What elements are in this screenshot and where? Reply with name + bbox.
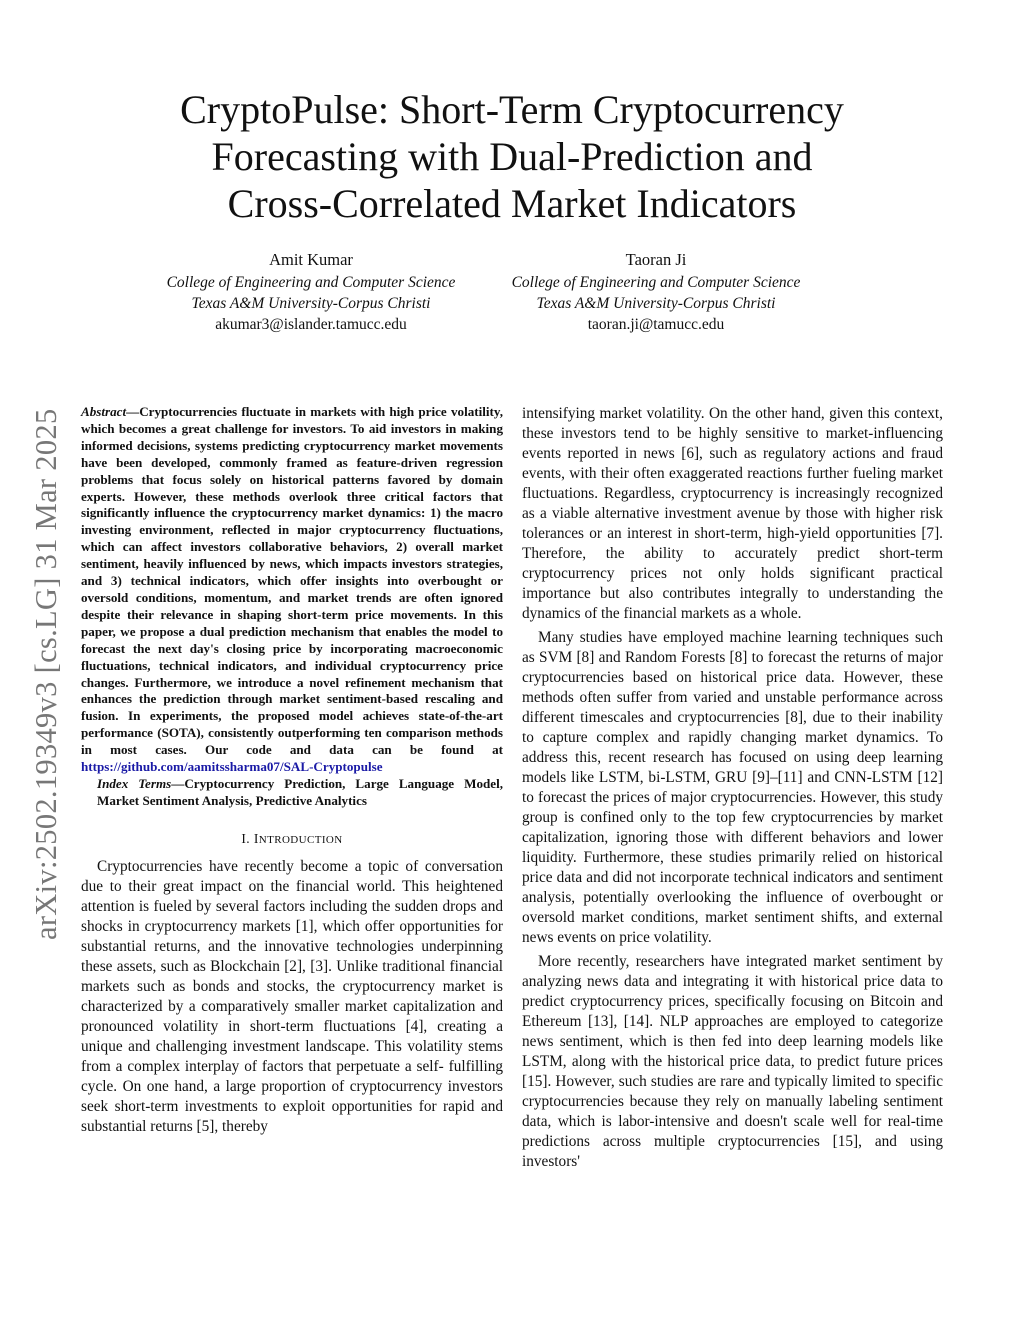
code-repository-link[interactable]: https://github.com/aamitssharma07/SAL-Cryptopulse xyxy=(81,759,383,775)
author-email: akumar3@islander.tamucc.edu xyxy=(215,316,407,333)
title-line: Cross-Correlated Market Indicators xyxy=(227,181,797,226)
body-paragraph: Many studies have employed machine learning techniques such as SVM [8] and Random Forests [8] to forecast the returns of major cryptocurrencies based on historical price data. However, these methods often suffer from varied and unstable performance across different timescales and cryptocurrencies [8], due to their inability to capture complex and rapidly changing market dynamics. To address this, recent research has focused on using deep learning models like LSTM, bi-LSTM, GRU [9]–[11] and CNN-LSTM [12] to forecast the prices of major cryptocurrencies. However, this study group is confined only to the top few cryptocurrencies by market capitalization, ignoring those with different behaviors and lower liquidity. Furthermore, these studies primarily relied on historical price data and did not incorporate technical indicators and sentiment analysis, potentially overlooking the influence of overbought or oversold market conditions, market sentiment shifts, and external news events on price volatility. xyxy=(522,629,943,946)
author-affiliation-univ: Texas A&M University-Corpus Christi xyxy=(536,295,776,312)
author-block-1 xyxy=(131,249,491,335)
title-line: Forecasting with Dual-Prediction and xyxy=(211,134,813,179)
index-terms-text: —Cryptocurrency Prediction, Large Language Model, Market Sentiment Analysis, Predictive Analytics xyxy=(97,775,503,808)
author-name: Taoran Ji xyxy=(625,250,687,269)
author-block-2 xyxy=(476,249,836,335)
index-terms-label: Index Terms xyxy=(97,775,172,791)
abstract-text: —Cryptocurrencies fluctuate in markets with high price volatility, which becomes a great challenge for investors. To aid investors in making informed decisions, systems predicting cryptocurrency market movements have been developed, commonly framed as feature-driven regression problems that focus solely on historical patterns favored by domain experts. However, these methods overlook three critical factors that significantly influence the cryptocurrency market dynamics: 1) the macro investing environment, reflected in major cryptocurrency fluctuations, which can affect investors collaborative behaviors, 2) overall market sentiment, heavily influenced by news, which impacts investors strategies, and 3) technical indicators, which offer insights into overbought or oversold conditions, momentum, and market trends are often ignored despite their relevance in shaping short-term price movements. In this paper, we propose a dual prediction mechanism that enables the model to forecast the next day's closing price by incorporating macroeconomic fluctuations, technical indicators, and individual cryptocurrency price changes. Furthermore, we introduce a novel refinement mechanism that enhances the prediction through market sentiment-based rescaling and fusion. In experiments, the proposed model achieves state-of-the-art performance (SOTA), consistently outperforming ten comparison methods in most cases. Our code and data can be found at xyxy=(81,404,503,758)
body-paragraph: intensifying market volatility. On the other hand, given this context, these investors tend to be highly sensitive to market-influencing events reported in news [6], such as regulatory actions and fraud events, with their often exaggerated reactions further fueling market fluctuations. Regardless, cryptocurrency is increasingly recognized as a viable alternative investment avenue by those with higher risk tolerances or an interest in short-term, high-yield opportunities [7]. Therefore, the ability to accurately predict short-term cryptocurrency prices not only holds significant practical importance but also contributes integrally to understanding the dynamics of the financial markets as a whole. xyxy=(522,405,943,622)
author-affiliation-dept: College of Engineering and Computer Science xyxy=(166,274,456,291)
right-column xyxy=(522,404,943,1172)
index-terms xyxy=(97,776,503,810)
left-column xyxy=(81,404,503,1137)
author-email: taoran.ji@tamucc.edu xyxy=(587,316,725,333)
author-affiliation-dept: College of Engineering and Computer Science xyxy=(511,274,801,291)
abstract xyxy=(81,404,503,776)
arxiv-sidebar-stamp: arXiv:2502.19349v3 [cs.LG] 31 Mar 2025 xyxy=(29,408,63,940)
author-affiliation-univ: Texas A&M University-Corpus Christi xyxy=(191,295,431,312)
section-heading-introduction: I. INTRODUCTION xyxy=(241,830,343,846)
author-name: Amit Kumar xyxy=(269,250,353,269)
abstract-label: Abstract xyxy=(81,404,127,419)
title-line: CryptoPulse: Short-Term Cryptocurrency xyxy=(180,87,844,132)
intro-paragraph: Cryptocurrencies have recently become a topic of conversation due to their great impact on the financial world. This heightened attention is fueled by several factors including the sudden drops and shocks in cryptocurrency markets [1], which offer opportunities for substantial returns, and the innovative technologies underpinning these assets, such as Blockchain [2], [3]. Unlike traditional financial markets such as bonds and stocks, the cryptocurrency market is characterized by a comparatively smaller market capitalization and pronounced volatility in short-term fluctuations [4], creating a unique and challenging investment landscape. This volatility stems from a complex interplay of factors that perpetuate a self- fulfilling cycle. On one hand, a large proportion of cryptocurrency investors seek short-term investments to exploit opportunities for rapid and substantial returns [5], thereby xyxy=(81,857,503,1135)
paper-title xyxy=(100,86,924,227)
body-paragraph: More recently, researchers have integrated market sentiment by analyzing news data and integrating it with historical price data to predict cryptocurrency prices, specifically focusing on Bitcoin and Ethereum [13], [14]. NLP approaches are employed to categorize news sentiment, which is then fed into deep learning models like LSTM, along with the historical price data, to predict future prices [15]. However, such studies are rare and typically limited to specific cryptocurrencies because they rely on manually labeling sentiment data, which is labor-intensive and doesn't scale well for real-time predictions across multiple cryptocurrencies [15], and using investors' xyxy=(522,953,943,1170)
